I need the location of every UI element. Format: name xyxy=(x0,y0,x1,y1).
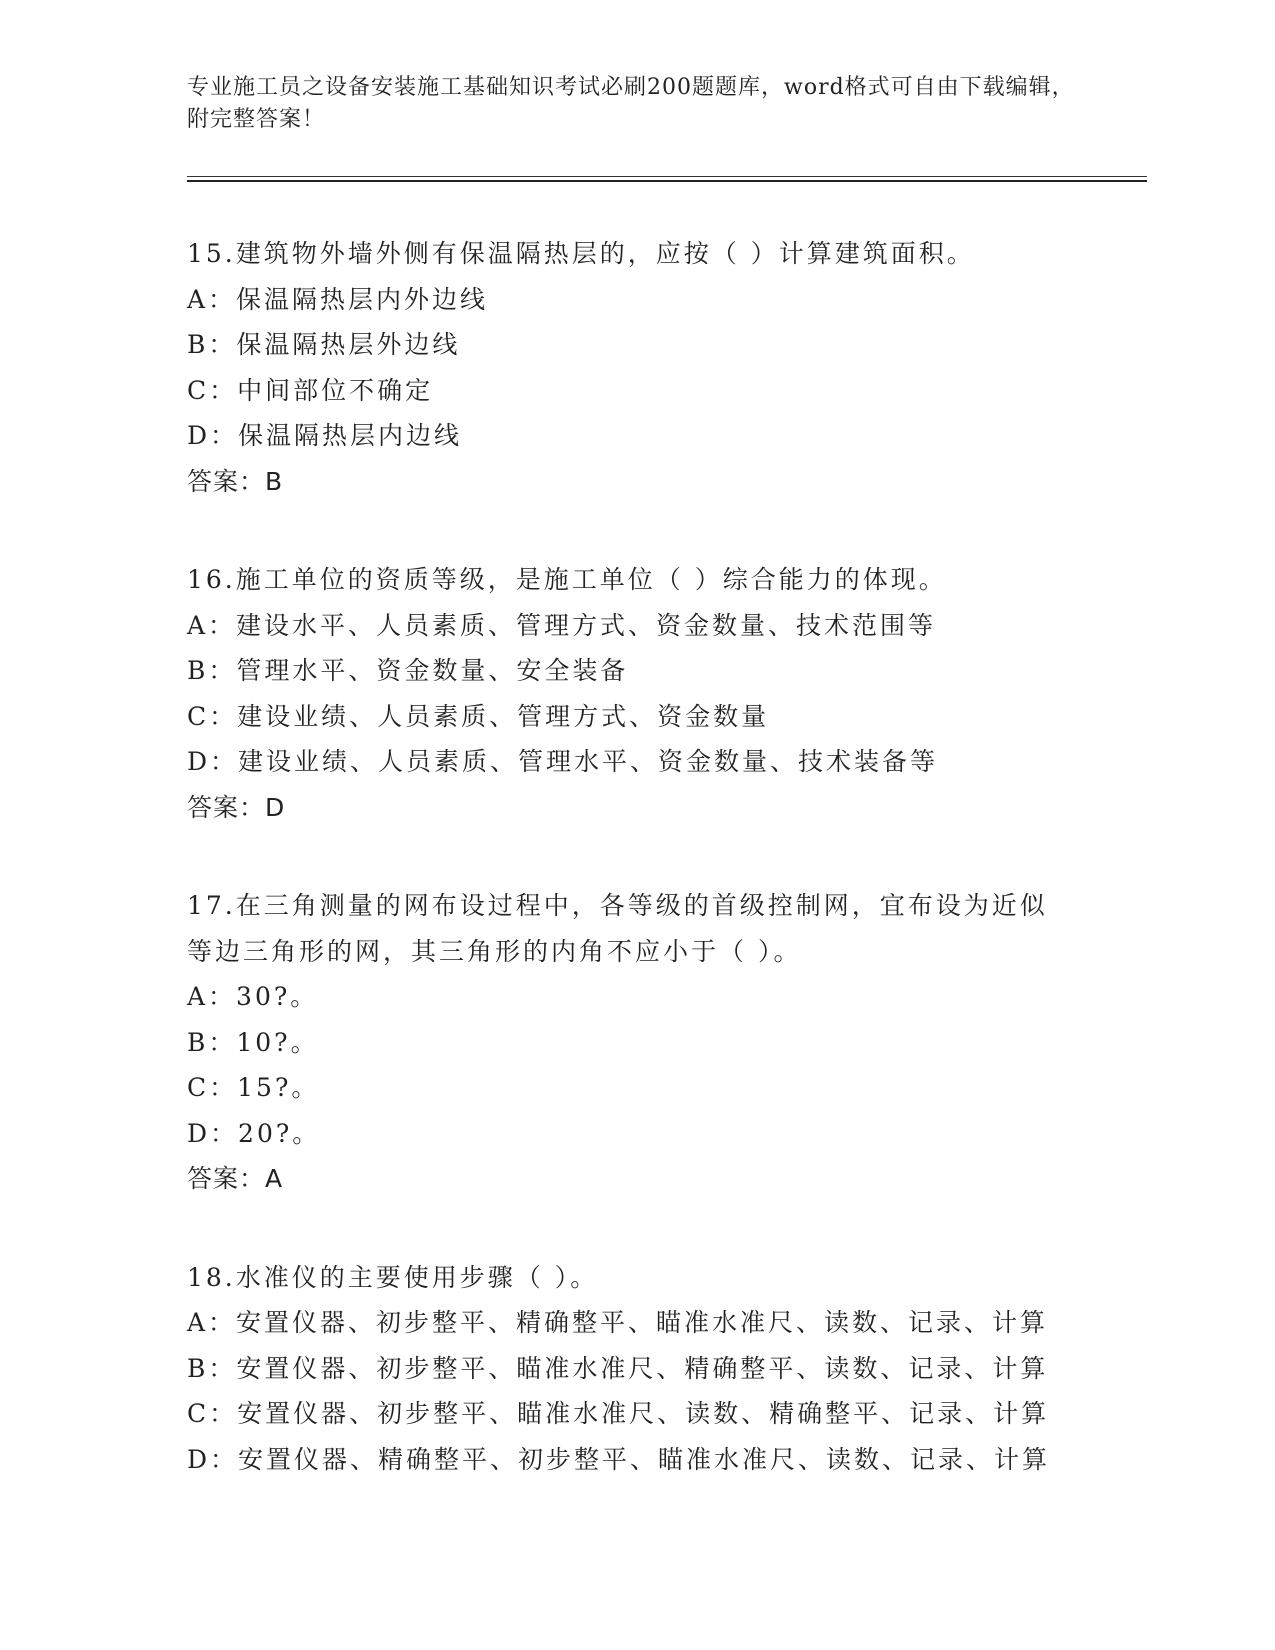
option-a: A：30?。 xyxy=(187,982,319,1011)
option-c: C：中间部位不确定 xyxy=(187,375,434,405)
answer-line: 答案：B xyxy=(187,466,284,496)
option-c: C：安置仪器、初步整平、瞄准水准尺、读数、精确整平、记录、计算 xyxy=(187,1399,1050,1428)
question-18 xyxy=(187,1255,1087,1483)
question-stem: 16.施工单位的资质等级，是施工单位（ ）综合能力的体现。 xyxy=(187,565,947,594)
option-b: B：保温隔热层外边线 xyxy=(187,330,461,359)
option-a: A：建设水平、人员素质、管理方式、资金数量、技术范围等 xyxy=(187,610,937,640)
document-header: 专业施工员之设备安装施工基础知识考试必刷200题题库，word格式可自由下载编辑，附完整答案！ xyxy=(187,75,1075,132)
option-a: A：保温隔热层内外边线 xyxy=(187,284,489,314)
header-divider-thick xyxy=(187,180,1147,182)
option-d: D：20?。 xyxy=(187,1118,321,1148)
question-15 xyxy=(187,231,1087,504)
question-16 xyxy=(187,557,1087,830)
option-a: A：安置仪器、初步整平、精确整平、瞄准水准尺、读数、记录、计算 xyxy=(187,1308,1049,1337)
question-stem: 17.在三角测量的网布设过程中，各等级的首级控制网，宜布设为近似等边三角形的网，其三角形的内角不应小于（ ）。 xyxy=(187,891,1048,966)
answer-line: 答案：A xyxy=(187,1164,284,1193)
option-d: D：保温隔热层内边线 xyxy=(187,421,463,450)
option-d: D：安置仪器、精确整平、初步整平、瞄准水准尺、读数、记录、计算 xyxy=(187,1444,1051,1474)
question-list xyxy=(187,231,1087,1535)
question-stem: 18.水准仪的主要使用步骤（ ）。 xyxy=(187,1262,599,1292)
answer-line: 答案：D xyxy=(187,792,286,822)
option-c: C：15?。 xyxy=(187,1073,320,1102)
option-b: B：10?。 xyxy=(187,1027,319,1057)
question-stem: 15.建筑物外墙外侧有保温隔热层的，应按（ ）计算建筑面积。 xyxy=(187,239,975,268)
question-17 xyxy=(187,883,1087,1202)
header-divider-thin xyxy=(187,176,1147,177)
option-b: B：管理水平、资金数量、安全装备 xyxy=(187,656,629,685)
option-c: C：建设业绩、人员素质、管理方式、资金数量 xyxy=(187,701,770,731)
option-b: B：安置仪器、初步整平、瞄准水准尺、精确整平、读数、记录、计算 xyxy=(187,1353,1049,1383)
option-d: D：建设业绩、人员素质、管理水平、资金数量、技术装备等 xyxy=(187,747,939,776)
